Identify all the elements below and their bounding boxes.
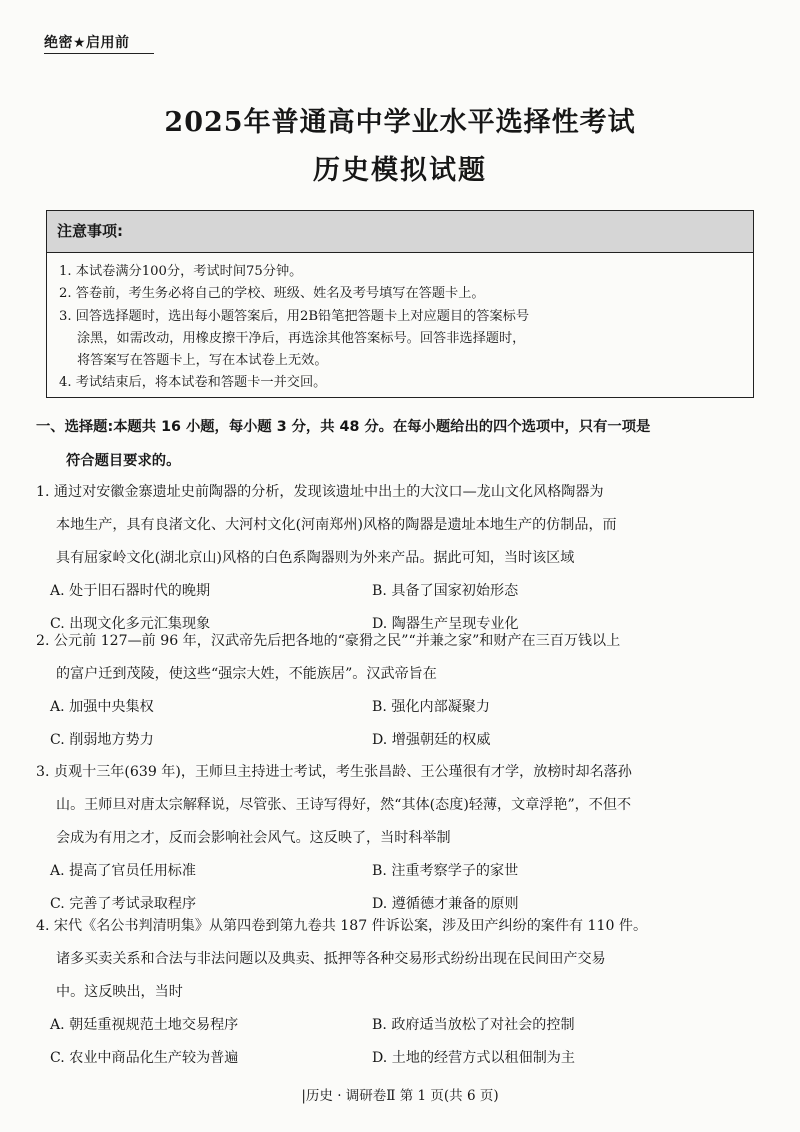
question-stem: 会成为有用之才，反而会影响社会风气。这反映了，当时科举制 — [56, 830, 451, 846]
notice-item: 2. 答卷前，考生务必将自己的学校、班级、姓名及考号填写在答题卡上。 — [59, 286, 485, 302]
option-b: B. 强化内部凝聚力 — [372, 699, 490, 715]
option-c: C. 完善了考试录取程序 — [50, 896, 197, 912]
notice-item-continued: 涂黑，如需改动，用橡皮擦干净后，再选涂其他答案标号。回答非选择题时， — [77, 330, 526, 346]
exam-subject-title: 历史模拟试题 — [313, 155, 487, 186]
question-stem: 1. 通过对安徽金寨遗址史前陶器的分析，发现该遗址中出土的大汶口—龙山文化风格陶器为 — [36, 484, 604, 500]
question-stem: 诸多买卖关系和合法与非法问题以及典卖、抵押等各种交易形式纷纷出现在民间田产交易 — [56, 951, 606, 967]
option-d: D. 陶器生产呈现专业化 — [372, 616, 519, 632]
question-stem: 3. 贞观十三年(639 年)，王师旦主持进士考试，考生张昌龄、王公瑾很有才学，放榜时却名落孙 — [36, 764, 632, 780]
question-3 — [36, 756, 758, 921]
question-stem: 中。这反映出，当时 — [56, 984, 183, 1000]
option-b: B. 注重考察学子的家世 — [372, 863, 519, 879]
exam-title: 2025年普通高中学业水平选择性考试 — [164, 107, 636, 138]
notice-item: 3. 回答选择题时，选出每小题答案后，用2B铅笔把答题卡上对应题目的答案标号 — [59, 308, 530, 324]
question-stem: 山。王师旦对唐太宗解释说，尽管张、王诗写得好，然“其体(态度)轻薄，文章浮艳”，不但不 — [56, 797, 632, 813]
page-footer: |历史 · 调研卷Ⅱ 第 1 页(共 6 页) — [301, 1088, 499, 1104]
notice-item: 4. 考试结束后，将本试卷和答题卡一并交回。 — [59, 375, 327, 391]
notice-item-continued: 将答案写在答题卡上，写在本试卷上无效。 — [77, 353, 328, 369]
option-d: D. 增强朝廷的权威 — [372, 732, 491, 748]
question-4 — [36, 910, 758, 1075]
confidential-label: 绝密★启用前 — [44, 35, 130, 51]
question-stem: 的富户迁到茂陵，使这些“强宗大姓，不能族居”。汉武帝旨在 — [56, 666, 437, 682]
option-c: C. 农业中商品化生产较为普遍 — [50, 1050, 239, 1066]
option-a: A. 加强中央集权 — [50, 699, 154, 715]
option-c: C. 出现文化多元汇集现象 — [50, 616, 211, 632]
section-heading-line: 一、选择题:本题共 16 小题，每小题 3 分，共 48 分。在每小题给出的四个选项中，只有一项是 — [36, 419, 651, 435]
option-b: B. 具备了国家初始形态 — [372, 583, 519, 599]
section-heading — [36, 410, 756, 478]
question-stem: 2. 公元前 127—前 96 年，汉武帝先后把各地的“豪猾之民”“并兼之家”和财产在三百万钱以上 — [36, 633, 621, 649]
question-2 — [36, 625, 758, 757]
question-1 — [36, 476, 758, 641]
option-d: D. 遵循德才兼备的原则 — [372, 896, 519, 912]
notice-item: 1. 本试卷满分100分，考试时间75分钟。 — [59, 264, 303, 279]
notice-heading: 注意事项: — [47, 211, 753, 253]
notice-box — [46, 210, 754, 398]
option-a: A. 提高了官员任用标准 — [50, 863, 196, 879]
option-a: A. 朝廷重视规范土地交易程序 — [50, 1017, 239, 1033]
question-stem: 4. 宋代《名公书判清明集》从第四卷到第九卷共 187 件诉讼案，涉及田产纠纷的案件有 110 件。 — [36, 918, 648, 934]
notice-body — [47, 253, 753, 395]
question-stem: 具有屈家岭文化(湖北京山)风格的白色系陶器则为外来产品。据此可知，当时该区域 — [56, 550, 575, 566]
confidential-underline — [44, 53, 154, 54]
option-b: B. 政府适当放松了对社会的控制 — [372, 1017, 575, 1033]
option-a: A. 处于旧石器时代的晚期 — [50, 583, 211, 599]
option-c: C. 削弱地方势力 — [50, 732, 154, 748]
question-stem: 本地生产，具有良渚文化、大河村文化(河南郑州)风格的陶器是遗址本地生产的仿制品，而 — [56, 517, 617, 533]
option-d: D. 土地的经营方式以租佃制为主 — [372, 1050, 575, 1066]
section-heading-line: 符合题目要求的。 — [66, 453, 181, 469]
